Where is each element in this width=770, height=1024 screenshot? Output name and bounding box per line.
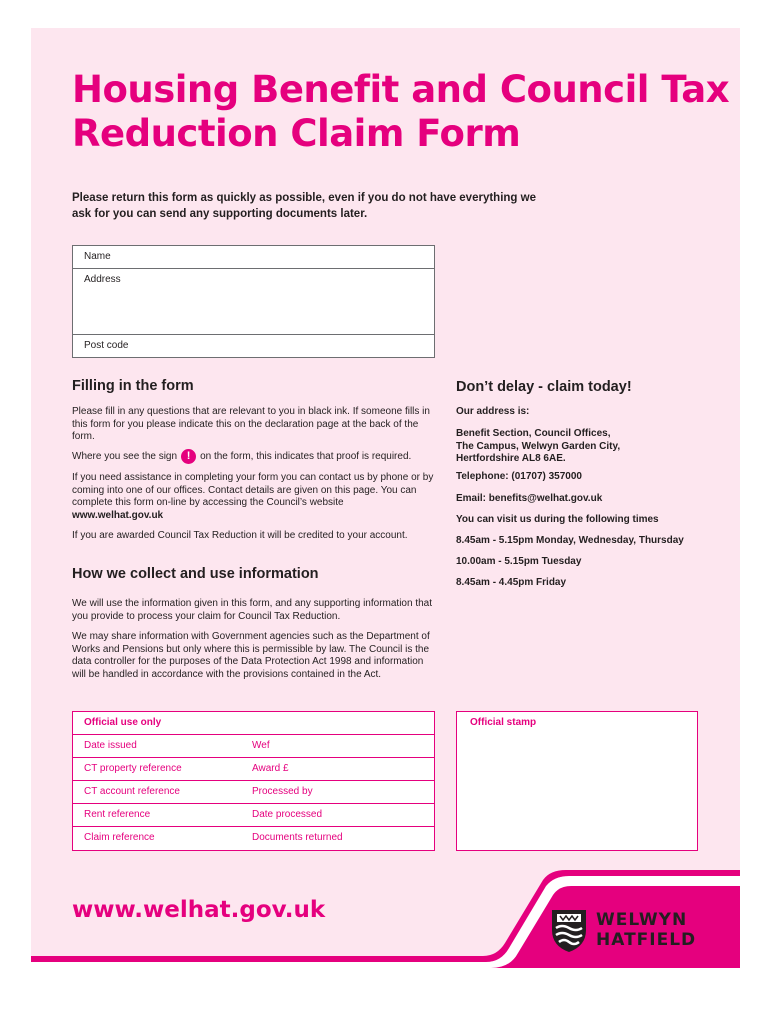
website-link[interactable]: www.welhat.gov.uk	[72, 509, 164, 521]
row-label: Date issued	[84, 740, 137, 751]
website-url[interactable]: www.welhat.gov.uk	[72, 897, 326, 923]
row-label: CT property reference	[84, 763, 182, 774]
exclamation-icon: !	[181, 449, 196, 464]
address-line: The Campus, Welwyn Garden City,	[456, 440, 621, 452]
name-label: Name	[84, 251, 111, 262]
address-intro: Our address is:	[456, 406, 530, 417]
filling-p2-before: Where you see the sign	[72, 451, 178, 463]
row-label: CT account reference	[84, 786, 180, 797]
row-label: Documents returned	[252, 832, 343, 843]
intro-text: Please return this form as quickly as possible, even if you do not have everything we ask for you can send any supporting documents later.	[72, 192, 536, 220]
row-label: Award £	[252, 763, 289, 774]
row-label: Processed by	[252, 786, 313, 797]
filling-p2-after: on the form, this indicates that proof is required.	[200, 451, 412, 463]
row-label: Date processed	[252, 809, 323, 820]
footer-band	[31, 28, 740, 968]
filling-heading: Filling in the form	[72, 378, 194, 394]
collect-heading: How we collect and use information	[72, 566, 319, 582]
address-label: Address	[84, 274, 121, 285]
crest-icon	[550, 908, 588, 954]
filling-p1: Please fill in any questions that are relevant to you in black ink. If someone fills in this form for you please indicate this on the declaration page at the back of the form.	[72, 406, 430, 442]
collect-p1: We will use the information given in this form, and any supporting information that you provide to process your claim for Council Tax Reduction.	[72, 598, 432, 622]
row-label: Rent reference	[84, 809, 151, 820]
logo-line-2: HATFIELD	[596, 930, 697, 950]
official-stamp-heading: Official stamp	[470, 717, 537, 728]
logo-line-1: WELWYN	[596, 910, 688, 930]
email: Email: benefits@welhat.gov.uk	[456, 493, 603, 504]
telephone: Telephone: (01707) 357000	[456, 471, 582, 482]
row-label: Claim reference	[84, 832, 155, 843]
filling-p3-text: If you need assistance in completing your form you can contact us by phone or by coming into one of our offices. Contact details are given on this page. You can complete this form on-line by accessing the Council’s website	[72, 472, 434, 508]
opening-time: 8.45am - 5.15pm Monday, Wednesday, Thursday	[456, 535, 684, 546]
address-line: Hertfordshire AL8 6AE.	[456, 453, 566, 464]
official-use-heading: Official use only	[84, 717, 162, 728]
address-line: Benefit Section, Council Offices,	[456, 428, 611, 439]
row-label: Wef	[252, 740, 270, 751]
welwyn-hatfield-logo	[550, 908, 720, 958]
page-title: Housing Benefit and Council Tax Reduction Claim Form	[72, 68, 730, 155]
opening-time: 8.45am - 4.45pm Friday	[456, 577, 567, 588]
opening-time: 10.00am - 5.15pm Tuesday	[456, 556, 582, 567]
postcode-label: Post code	[84, 340, 129, 351]
filling-p4: If you are awarded Council Tax Reduction it will be credited to your account.	[72, 530, 408, 541]
visit-times-label: You can visit us during the following times	[456, 514, 659, 525]
collect-p2: We may share information with Government agencies such as the Department of Works and Pensions but only where this is permissible by law. The Council is the data controller for the purposes of the Data Protection Act 1998 and information will be handled in accordance with the provisions contained in the Act.	[72, 631, 430, 680]
form-page	[31, 28, 740, 968]
contact-heading: Don’t delay - claim today!	[456, 379, 632, 395]
